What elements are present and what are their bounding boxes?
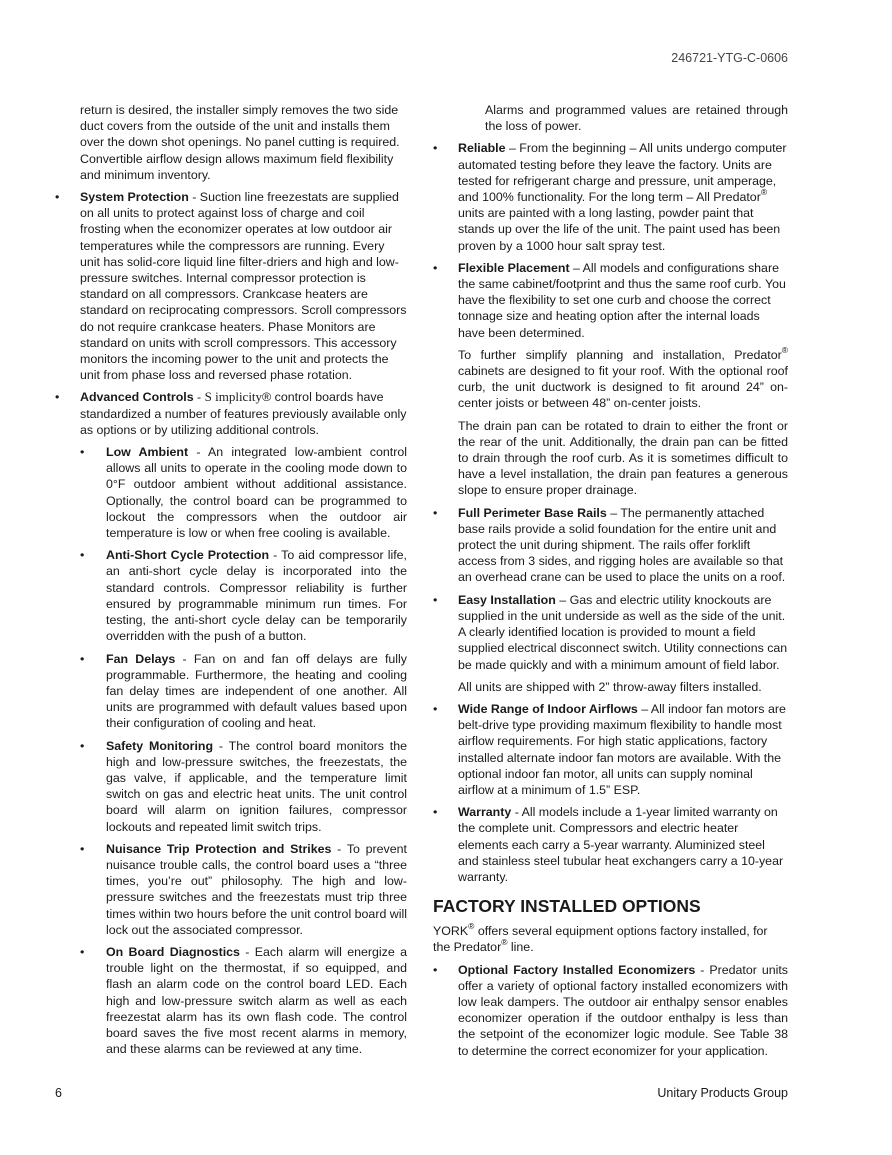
factory-intro-paragraph — [433, 923, 788, 955]
bullet-text: - To aid compressor life, an anti-short cycle delay is incorporated into the standard controls. Compressor reliability is further ensured by programmable minimum run times. For testing, the anti-short cycle delay can be temporarily overridden with the push of a button. — [106, 548, 407, 644]
bullet-marker: • — [80, 651, 85, 666]
bullet-title: Easy Installation — [458, 592, 556, 607]
bullet-marker: • — [80, 738, 85, 753]
bullet-text: - The control board monitors the high and low-pressure switches, the freezestats, the gas valve, if applicable, and the temperature limit switch on gas and electric heat units. The unit control board will alarm on ignition failures, compressor lockouts and repeated limit switch trips. — [106, 738, 407, 834]
bullet-marker: • — [433, 805, 438, 820]
bullet-title: Warranty — [458, 805, 512, 820]
brand-name: S implicity — [204, 389, 263, 405]
bullet-marker: • — [433, 592, 438, 607]
bullet-title: Low Ambient — [106, 445, 189, 460]
registered-mark: ® — [262, 390, 272, 405]
right-column — [433, 102, 788, 1065]
registered-mark: ® — [760, 186, 768, 197]
bullet-easy-installation — [433, 592, 788, 673]
registered-mark: ® — [781, 344, 788, 355]
bullet-title: Advanced Controls — [80, 390, 194, 405]
flexible-paragraph-3: The drain pan can be rotated to drain to either the front or the rear of the unit. Additionally, the drain pan can be fitted to drain through the roof curb. As it is sometimes difficult to have a level installation, the drain pan features a generous slope to ensure proper drainage. — [458, 418, 788, 498]
bullet-text: control boards have standardized a number of features previously available only as options or by utilizing additional controls. — [80, 390, 407, 437]
bullet-marker: • — [433, 505, 438, 520]
bullet-marker: • — [80, 445, 85, 460]
bullet-title: Flexible Placement — [458, 260, 570, 275]
intro-paragraph: return is desired, the installer simply removes the two side duct covers from the outside of the unit and installs them over the down shot openings. No panel cutting is required. Convertible airflow design allows maximum field flexibility and minimum inventory. — [80, 103, 400, 182]
bullet-marker: • — [80, 841, 85, 856]
bullet-text: - To prevent nuisance trouble calls, the control board uses a “three times, you’re out” philosophy. The high and low-pressure switches and the freezestats must trip three times within two hours before the unit control board will lock out the associated compressor. — [106, 841, 407, 937]
bullet-marker: • — [55, 390, 60, 405]
bullet-indoor-airflows — [433, 701, 788, 798]
bullet-text: - An integrated low-ambient control allows all units to operate in the cooling mode down to 0°F outdoor ambient without additional assistance. Optionally, the control board can be programmed to lockout the compressors when the outdoor air temperature is low or when free cooling is available. — [106, 445, 407, 541]
registered-mark: ® — [501, 937, 508, 948]
section-heading: FACTORY INSTALLED OPTIONS — [433, 896, 701, 917]
continued-paragraph: Alarms and programmed values are retained through the loss of power. — [485, 103, 788, 134]
paragraph-text: YORK — [433, 924, 469, 939]
paragraph-text-cont: cabinets are designed to fit your roof. With the optional roof curb, the unit ductwork is designed to fit around 24” on-center joists or between 48” on-center joists. — [458, 364, 788, 411]
registered-mark: ® — [468, 921, 475, 932]
bullet-text: – The permanently attached base rails provide a solid foundation for the entire unit and protect the unit during shipment. The rails offer forklift access from 3 sides, and rigging holes are available so that an overhead crane can be used to place the units on a roof. — [458, 505, 786, 585]
bullet-text: - Suction line freezestats are supplied on all units to protect against loss of charge and coil frosting when the economizer operates at low outdoor air temperatures while the compressors are running. Every unit has solid-core liquid line filter-driers and high and low-pressure switches. Internal compressor protection is standard on all compressors. Crankcase heaters are standard on reciprocating compressors. Scroll compressors do not require crankcase heaters. Phase Monitors are standard on units with scroll compressors. This accessory monitors the incoming power to the unit and protects the unit from phase loss and reversed phase rotation. — [80, 190, 407, 383]
sub-bullet-low-ambient — [55, 444, 407, 541]
sub-bullet-fan-delays — [55, 651, 407, 732]
bullet-marker: • — [55, 190, 60, 205]
bullet-marker: • — [80, 944, 85, 959]
bullet-text-cont: units are painted with a long lasting, powder paint that stands up over the life of the unit. The paint used has been proven by a 1000 hour salt spray test. — [458, 206, 781, 253]
sub-bullet-safety-monitoring — [55, 738, 407, 835]
bullet-flexible-placement — [433, 260, 788, 341]
paragraph-text: To further simplify planning and installation, Predator — [458, 347, 782, 362]
sub-bullet-anti-short-cycle — [55, 547, 407, 644]
sub-bullet-nuisance-trip — [55, 841, 407, 938]
paragraph-text-end: line. — [507, 940, 534, 955]
bullet-warranty — [433, 804, 788, 885]
bullet-text: - Predator units offer a variety of optional factory installed economizers with low leak dampers. The outdoor air enthalpy sensor enables economizer operation if the outdoor enthalpy is less than the setpoint of the economizer logic module. See Table 38 to determine the correct economizer for your application. — [458, 962, 788, 1058]
flexible-paragraph-2 — [458, 344, 788, 412]
bullet-text: – From the beginning – All units undergo computer automated testing before they leave the factory. Units are tested for refrigerant charge and pressure, unit amperage, and 100% functionality. For the long term – All Predator — [458, 141, 787, 205]
bullet-title: System Protection — [80, 190, 189, 205]
bullet-text: - All models include a 1-year limited warranty on the complete unit. Compressors and electric heater elements each carry a 5-year warranty. Aluminized steel and stainless steel tubular heat exchangers carry a 10-year warranty. — [458, 805, 784, 884]
document-id: 246721-YTG-C-0606 — [671, 51, 788, 65]
bullet-dash: - — [193, 390, 205, 405]
bullet-text: - Fan on and fan off delays are fully programmable. Furthermore, the heating and cooling fan delay times are independent of one another. All units are programmed with default values based upon their configuration of cooling and heat. — [106, 651, 407, 731]
bullet-title: Fan Delays — [106, 651, 176, 666]
bullet-marker: • — [80, 548, 85, 563]
bullet-title: Reliable — [458, 141, 506, 156]
bullet-system-protection — [55, 189, 407, 383]
bullet-text: - Each alarm will energize a trouble light on the thermostat, if so equipped, and flash an alarm code on the control board LED. Each high and low-pressure switch alarm as well as each freezestat alarm has its own flash code. The control board saves the five most recent alarms in memory, and these alarms can be reviewed at any time. — [106, 944, 407, 1057]
bullet-marker: • — [433, 260, 438, 275]
bullet-text: – All models and configurations share the same cabinet/footprint and thus the same roof curb. You have the flexibility to set one curb and choose the correct tonnage size and heating option after the internal loads have been determined. — [458, 260, 786, 340]
bullet-title: Optional Factory Installed Economizers — [458, 962, 696, 977]
bullet-marker: • — [433, 701, 438, 716]
bullet-title: On Board Diagnostics — [106, 944, 240, 959]
page-number: 6 — [55, 1086, 62, 1100]
bullet-title: Nuisance Trip Protection and Strikes — [106, 841, 332, 856]
bullet-title: Safety Monitoring — [106, 738, 214, 753]
left-column — [55, 102, 407, 1063]
bullet-title: Wide Range of Indoor Airflows — [458, 701, 638, 716]
paragraph-text-cont: offers several equipment options factory installed, for the Predator — [433, 924, 768, 955]
bullet-title: Anti-Short Cycle Protection — [106, 548, 270, 563]
bullet-text: – Gas and electric utility knockouts are supplied in the unit underside as well as the side of the unit. A clearly identified location is provided to mount a field supplied electrical disconnect switch. Utility connections can be made quickly and with a minimum amount of field labor. — [458, 592, 788, 672]
bullet-reliable — [433, 140, 788, 253]
bullet-economizers — [433, 962, 788, 1059]
bullet-marker: • — [433, 141, 438, 156]
footer-company: Unitary Products Group — [657, 1086, 788, 1100]
bullet-base-rails — [433, 505, 788, 586]
bullet-marker: • — [433, 962, 438, 977]
easy-install-paragraph-2: All units are shipped with 2” throw-away filters installed. — [458, 679, 762, 694]
sub-bullet-on-board-diagnostics — [55, 944, 407, 1057]
bullet-advanced-controls — [55, 389, 407, 438]
bullet-text: – All indoor fan motors are belt-drive type providing maximum flexibility to handle most airflow requirements. For high static applications, factory installed alternate indoor fan motors are available. With the optional indoor fan motor, all units can supply nominal airflow at a minimum of 1.5” ESP. — [458, 701, 786, 797]
bullet-title: Full Perimeter Base Rails — [458, 505, 607, 520]
